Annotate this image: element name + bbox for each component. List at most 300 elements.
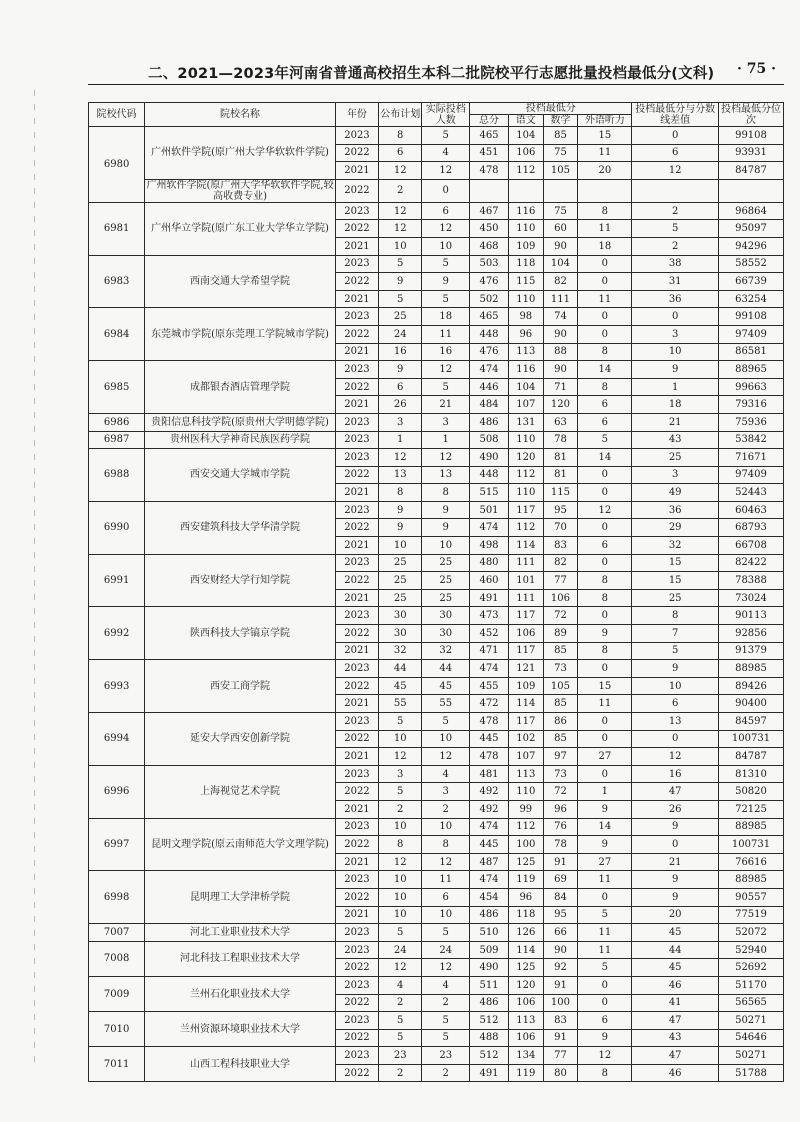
school-name-cell: 西安财经大学行知学院 (145, 554, 336, 607)
total-score-cell: 448 (470, 325, 509, 343)
total-score-cell: 510 (470, 924, 509, 942)
foreign-score-cell: 11 (578, 144, 632, 162)
chinese-score-cell: 112 (508, 466, 543, 484)
col-total-header: 总分 (470, 115, 509, 127)
total-score-cell: 474 (470, 519, 509, 537)
chinese-score-cell: 110 (508, 783, 543, 801)
math-score-cell: 96 (543, 800, 578, 818)
score-diff-cell: 5 (632, 642, 719, 660)
page-number: · 75 · (737, 61, 776, 77)
year-cell: 2023 (335, 431, 378, 449)
plan-cell: 32 (379, 642, 422, 660)
plan-cell: 1 (379, 431, 422, 449)
school-name-cell: 山西工程科技职业大学 (145, 1047, 336, 1082)
total-score-cell: 486 (470, 413, 509, 431)
plan-cell: 9 (379, 519, 422, 537)
rank-cell: 52443 (718, 484, 783, 502)
foreign-score-cell: 1 (578, 783, 632, 801)
school-code-cell: 6987 (89, 431, 145, 449)
rank-cell: 100731 (718, 836, 783, 854)
year-cell: 2023 (335, 449, 378, 467)
plan-cell: 5 (379, 713, 422, 731)
admitted-cell: 9 (422, 501, 470, 519)
chinese-score-cell: 113 (508, 343, 543, 361)
year-cell: 2021 (335, 853, 378, 871)
year-cell: 2023 (335, 1047, 378, 1065)
year-cell: 2022 (335, 730, 378, 748)
school-name-cell: 贵州医科大学神奇民族医药学院 (145, 431, 336, 449)
chinese-score-cell: 119 (508, 871, 543, 889)
total-score-cell: 476 (470, 273, 509, 291)
admitted-cell: 5 (422, 378, 470, 396)
math-score-cell: 74 (543, 308, 578, 326)
chinese-score-cell: 117 (508, 501, 543, 519)
plan-cell: 5 (379, 783, 422, 801)
plan-cell: 2 (379, 1064, 422, 1082)
year-cell: 2022 (335, 325, 378, 343)
total-score-cell: 491 (470, 589, 509, 607)
total-score-cell: 490 (470, 959, 509, 977)
math-score-cell: 60 (543, 220, 578, 238)
foreign-score-cell: 8 (578, 202, 632, 220)
score-diff-cell: 47 (632, 1047, 719, 1065)
score-diff-cell: 5 (632, 220, 719, 238)
score-diff-cell: 16 (632, 765, 719, 783)
year-cell: 2023 (335, 765, 378, 783)
admitted-cell: 12 (422, 853, 470, 871)
plan-cell: 3 (379, 765, 422, 783)
chinese-score-cell: 106 (508, 1029, 543, 1047)
plan-cell: 5 (379, 1029, 422, 1047)
table-row (89, 871, 784, 889)
total-score-cell: 488 (470, 1029, 509, 1047)
rank-cell: 88985 (718, 818, 783, 836)
math-score-cell: 91 (543, 853, 578, 871)
chinese-score-cell: 134 (508, 1047, 543, 1065)
table-row (89, 607, 784, 625)
chinese-score-cell: 107 (508, 396, 543, 414)
school-name-cell: 西安建筑科技大学华清学院 (145, 501, 336, 554)
chinese-score-cell: 113 (508, 1012, 543, 1030)
year-cell: 2023 (335, 660, 378, 678)
rank-cell: 88965 (718, 361, 783, 379)
chinese-score-cell: 96 (508, 888, 543, 906)
score-diff-cell: 0 (632, 127, 719, 145)
total-score-cell: 478 (470, 713, 509, 731)
total-score-cell: 448 (470, 466, 509, 484)
chinese-score-cell: 116 (508, 361, 543, 379)
school-name-cell: 广州软件学院(原广州大学华软软件学院) (145, 127, 336, 180)
total-score-cell: 474 (470, 361, 509, 379)
rank-cell: 77519 (718, 906, 783, 924)
admitted-cell: 12 (422, 959, 470, 977)
chinese-score-cell: 120 (508, 976, 543, 994)
year-cell: 2023 (335, 818, 378, 836)
foreign-score-cell: 14 (578, 449, 632, 467)
plan-cell: 16 (379, 343, 422, 361)
admitted-cell: 12 (422, 220, 470, 238)
year-cell: 2023 (335, 127, 378, 145)
table-body (89, 127, 784, 1082)
plan-cell: 4 (379, 976, 422, 994)
school-code-cell: 7007 (89, 924, 145, 942)
year-cell: 2021 (335, 589, 378, 607)
rank-cell: 84597 (718, 713, 783, 731)
math-score-cell: 97 (543, 748, 578, 766)
school-code-cell: 6980 (89, 127, 145, 203)
chinese-score-cell (508, 179, 543, 202)
school-code-cell: 7008 (89, 941, 145, 976)
score-diff-cell: 9 (632, 888, 719, 906)
plan-cell: 5 (379, 1012, 422, 1030)
foreign-score-cell: 5 (578, 906, 632, 924)
col-min-scores-group-header: 投档最低分 (470, 103, 632, 115)
school-name-cell: 西南交通大学希望学院 (145, 255, 336, 308)
admitted-cell: 3 (422, 783, 470, 801)
admitted-cell: 8 (422, 484, 470, 502)
plan-cell: 3 (379, 413, 422, 431)
year-cell: 2021 (335, 906, 378, 924)
year-cell: 2021 (335, 343, 378, 361)
table-row (89, 449, 784, 467)
year-cell: 2023 (335, 871, 378, 889)
school-name-cell: 兰州石化职业技术大学 (145, 976, 336, 1011)
score-diff-cell: 3 (632, 466, 719, 484)
year-cell: 2022 (335, 836, 378, 854)
total-score-cell: 492 (470, 783, 509, 801)
year-cell: 2023 (335, 202, 378, 220)
foreign-score-cell: 6 (578, 1012, 632, 1030)
score-diff-cell: 43 (632, 431, 719, 449)
year-cell: 2022 (335, 572, 378, 590)
chinese-score-cell: 104 (508, 378, 543, 396)
plan-cell: 8 (379, 127, 422, 145)
table-row (89, 554, 784, 572)
table-row (89, 361, 784, 379)
score-diff-cell: 32 (632, 537, 719, 555)
admitted-cell: 12 (422, 162, 470, 180)
total-score-cell: 450 (470, 220, 509, 238)
total-score-cell: 478 (470, 162, 509, 180)
score-diff-cell: 8 (632, 607, 719, 625)
year-cell: 2022 (335, 273, 378, 291)
admitted-cell: 5 (422, 1029, 470, 1047)
score-diff-cell: 12 (632, 748, 719, 766)
col-plan-header: 公布计划 (379, 103, 422, 127)
math-score-cell: 73 (543, 660, 578, 678)
math-score-cell: 86 (543, 713, 578, 731)
plan-cell: 10 (379, 888, 422, 906)
foreign-score-cell: 20 (578, 162, 632, 180)
total-score-cell: 515 (470, 484, 509, 502)
table-row (89, 179, 784, 202)
admitted-cell: 11 (422, 325, 470, 343)
school-name-cell: 昆明文理学院(原云南师范大学文理学院) (145, 818, 336, 871)
plan-cell: 45 (379, 677, 422, 695)
foreign-score-cell: 6 (578, 537, 632, 555)
chinese-score-cell: 125 (508, 959, 543, 977)
admitted-cell: 44 (422, 660, 470, 678)
foreign-score-cell: 0 (578, 466, 632, 484)
math-score-cell: 111 (543, 290, 578, 308)
admitted-cell: 4 (422, 765, 470, 783)
math-score-cell: 82 (543, 273, 578, 291)
math-score-cell: 81 (543, 449, 578, 467)
chinese-score-cell: 110 (508, 431, 543, 449)
school-name-cell: 广州华立学院(原广东工业大学华立学院) (145, 202, 336, 255)
rank-cell: 86581 (718, 343, 783, 361)
rank-cell: 89426 (718, 677, 783, 695)
rank-cell: 63254 (718, 290, 783, 308)
plan-cell: 12 (379, 449, 422, 467)
foreign-score-cell: 9 (578, 836, 632, 854)
chinese-score-cell: 109 (508, 677, 543, 695)
year-cell: 2022 (335, 1029, 378, 1047)
rank-cell: 50820 (718, 783, 783, 801)
score-diff-cell: 20 (632, 906, 719, 924)
foreign-score-cell: 0 (578, 607, 632, 625)
admitted-cell: 10 (422, 906, 470, 924)
score-diff-cell: 6 (632, 695, 719, 713)
year-cell: 2023 (335, 924, 378, 942)
col-code-header: 院校代码 (89, 103, 145, 127)
score-diff-cell: 0 (632, 836, 719, 854)
rank-cell: 51788 (718, 1064, 783, 1082)
score-diff-cell: 49 (632, 484, 719, 502)
total-score-cell: 490 (470, 449, 509, 467)
total-score-cell: 474 (470, 871, 509, 889)
foreign-score-cell: 11 (578, 220, 632, 238)
admitted-cell: 10 (422, 537, 470, 555)
foreign-score-cell: 0 (578, 308, 632, 326)
total-score-cell: 465 (470, 127, 509, 145)
year-cell: 2021 (335, 695, 378, 713)
chinese-score-cell: 110 (508, 484, 543, 502)
rank-cell: 96864 (718, 202, 783, 220)
math-score-cell: 90 (543, 325, 578, 343)
admitted-cell: 18 (422, 308, 470, 326)
admitted-cell: 32 (422, 642, 470, 660)
admission-score-table (88, 102, 784, 1082)
foreign-score-cell: 18 (578, 237, 632, 255)
table-row (89, 941, 784, 959)
rank-cell: 84787 (718, 748, 783, 766)
total-score-cell: 502 (470, 290, 509, 308)
rank-cell: 81310 (718, 765, 783, 783)
math-score-cell: 78 (543, 836, 578, 854)
admitted-cell: 25 (422, 554, 470, 572)
binding-margin-line (34, 90, 35, 1070)
year-cell: 2022 (335, 144, 378, 162)
chinese-score-cell: 125 (508, 853, 543, 871)
math-score-cell (543, 179, 578, 202)
admitted-cell: 5 (422, 1012, 470, 1030)
score-diff-cell: 9 (632, 871, 719, 889)
plan-cell: 5 (379, 290, 422, 308)
school-code-cell: 6984 (89, 308, 145, 361)
rank-cell: 94296 (718, 237, 783, 255)
school-code-cell: 7011 (89, 1047, 145, 1082)
total-score-cell: 486 (470, 906, 509, 924)
year-cell: 2021 (335, 162, 378, 180)
admitted-cell: 2 (422, 1064, 470, 1082)
admitted-cell: 9 (422, 273, 470, 291)
math-score-cell: 90 (543, 237, 578, 255)
rank-cell: 90557 (718, 888, 783, 906)
score-diff-cell: 21 (632, 413, 719, 431)
page-title: 二、2021—2023年河南省普通高校招生本科二批院校平行志愿批量投档最低分(文科) (148, 66, 715, 82)
admitted-cell: 25 (422, 572, 470, 590)
admitted-cell: 30 (422, 625, 470, 643)
year-cell: 2022 (335, 378, 378, 396)
admitted-cell: 8 (422, 836, 470, 854)
chinese-score-cell: 119 (508, 1064, 543, 1082)
school-code-cell: 6998 (89, 871, 145, 924)
score-diff-cell: 13 (632, 713, 719, 731)
school-code-cell: 6997 (89, 818, 145, 871)
score-diff-cell: 43 (632, 1029, 719, 1047)
admitted-cell: 6 (422, 202, 470, 220)
school-name-cell: 昆明理工大学津桥学院 (145, 871, 336, 924)
admitted-cell: 0 (422, 179, 470, 202)
rank-cell: 53842 (718, 431, 783, 449)
table-row (89, 127, 784, 145)
rank-cell: 52940 (718, 941, 783, 959)
score-diff-cell: 6 (632, 144, 719, 162)
admitted-cell: 6 (422, 888, 470, 906)
total-score-cell: 501 (470, 501, 509, 519)
rank-cell: 88985 (718, 871, 783, 889)
score-diff-cell: 46 (632, 1064, 719, 1082)
plan-cell: 12 (379, 748, 422, 766)
math-score-cell: 105 (543, 677, 578, 695)
school-code-cell: 6983 (89, 255, 145, 308)
total-score-cell: 478 (470, 748, 509, 766)
chinese-score-cell: 114 (508, 941, 543, 959)
score-diff-cell: 21 (632, 853, 719, 871)
math-score-cell: 85 (543, 642, 578, 660)
total-score-cell: 446 (470, 378, 509, 396)
math-score-cell: 63 (543, 413, 578, 431)
col-chinese-header: 语文 (508, 115, 543, 127)
score-diff-cell: 2 (632, 237, 719, 255)
school-name-cell: 兰州资源环境职业技术大学 (145, 1012, 336, 1047)
total-score-cell: 471 (470, 642, 509, 660)
plan-cell: 10 (379, 818, 422, 836)
rank-cell: 50271 (718, 1012, 783, 1030)
col-admitted-header: 实际投档人数 (422, 103, 470, 127)
school-name-cell: 延安大学西安创新学院 (145, 713, 336, 766)
math-score-cell: 91 (543, 976, 578, 994)
chinese-score-cell: 111 (508, 554, 543, 572)
chinese-score-cell: 117 (508, 642, 543, 660)
score-diff-cell: 10 (632, 343, 719, 361)
foreign-score-cell: 0 (578, 976, 632, 994)
admitted-cell: 4 (422, 144, 470, 162)
table-row (89, 660, 784, 678)
rank-cell: 99663 (718, 378, 783, 396)
chinese-score-cell: 115 (508, 273, 543, 291)
page-header (88, 58, 784, 85)
year-cell: 2022 (335, 1064, 378, 1082)
math-score-cell: 80 (543, 1064, 578, 1082)
plan-cell: 2 (379, 994, 422, 1012)
score-diff-cell: 3 (632, 325, 719, 343)
math-score-cell: 72 (543, 607, 578, 625)
table-header-row (89, 103, 784, 115)
year-cell: 2023 (335, 501, 378, 519)
plan-cell: 6 (379, 378, 422, 396)
rank-cell: 99108 (718, 308, 783, 326)
school-name-cell: 东莞城市学院(原东莞理工学院城市学院) (145, 308, 336, 361)
rank-cell: 50271 (718, 1047, 783, 1065)
math-score-cell: 85 (543, 127, 578, 145)
score-diff-cell: 7 (632, 625, 719, 643)
total-score-cell: 474 (470, 818, 509, 836)
admitted-cell: 5 (422, 713, 470, 731)
score-diff-cell: 45 (632, 924, 719, 942)
total-score-cell: 487 (470, 853, 509, 871)
math-score-cell: 82 (543, 554, 578, 572)
rank-cell: 88985 (718, 660, 783, 678)
score-diff-cell: 44 (632, 941, 719, 959)
year-cell: 2021 (335, 748, 378, 766)
score-diff-cell: 2 (632, 202, 719, 220)
math-score-cell: 78 (543, 431, 578, 449)
chinese-score-cell: 109 (508, 237, 543, 255)
total-score-cell: 480 (470, 554, 509, 572)
rank-cell: 84787 (718, 162, 783, 180)
year-cell: 2022 (335, 888, 378, 906)
table-row (89, 413, 784, 431)
table-row (89, 924, 784, 942)
rank-cell: 52692 (718, 959, 783, 977)
math-score-cell: 115 (543, 484, 578, 502)
rank-cell: 99108 (718, 127, 783, 145)
total-score-cell: 491 (470, 1064, 509, 1082)
plan-cell: 24 (379, 325, 422, 343)
total-score-cell: 454 (470, 888, 509, 906)
math-score-cell: 120 (543, 396, 578, 414)
foreign-score-cell: 27 (578, 748, 632, 766)
year-cell: 2022 (335, 466, 378, 484)
year-cell: 2022 (335, 994, 378, 1012)
rank-cell: 72125 (718, 800, 783, 818)
score-diff-cell: 10 (632, 677, 719, 695)
chinese-score-cell: 106 (508, 144, 543, 162)
year-cell: 2021 (335, 642, 378, 660)
school-code-cell: 7010 (89, 1012, 145, 1047)
year-cell: 2022 (335, 783, 378, 801)
school-code-cell: 6993 (89, 660, 145, 713)
total-score-cell (470, 179, 509, 202)
foreign-score-cell: 0 (578, 730, 632, 748)
col-diff-header: 投档最低分与分数线差值 (632, 103, 719, 127)
school-code-cell: 6994 (89, 713, 145, 766)
table-row (89, 1012, 784, 1030)
rank-cell: 91379 (718, 642, 783, 660)
year-cell: 2023 (335, 308, 378, 326)
plan-cell: 8 (379, 484, 422, 502)
school-code-cell: 6991 (89, 554, 145, 607)
year-cell: 2023 (335, 976, 378, 994)
plan-cell: 10 (379, 537, 422, 555)
math-score-cell: 73 (543, 765, 578, 783)
foreign-score-cell: 0 (578, 994, 632, 1012)
math-score-cell: 90 (543, 361, 578, 379)
year-cell: 2022 (335, 959, 378, 977)
math-score-cell: 69 (543, 871, 578, 889)
